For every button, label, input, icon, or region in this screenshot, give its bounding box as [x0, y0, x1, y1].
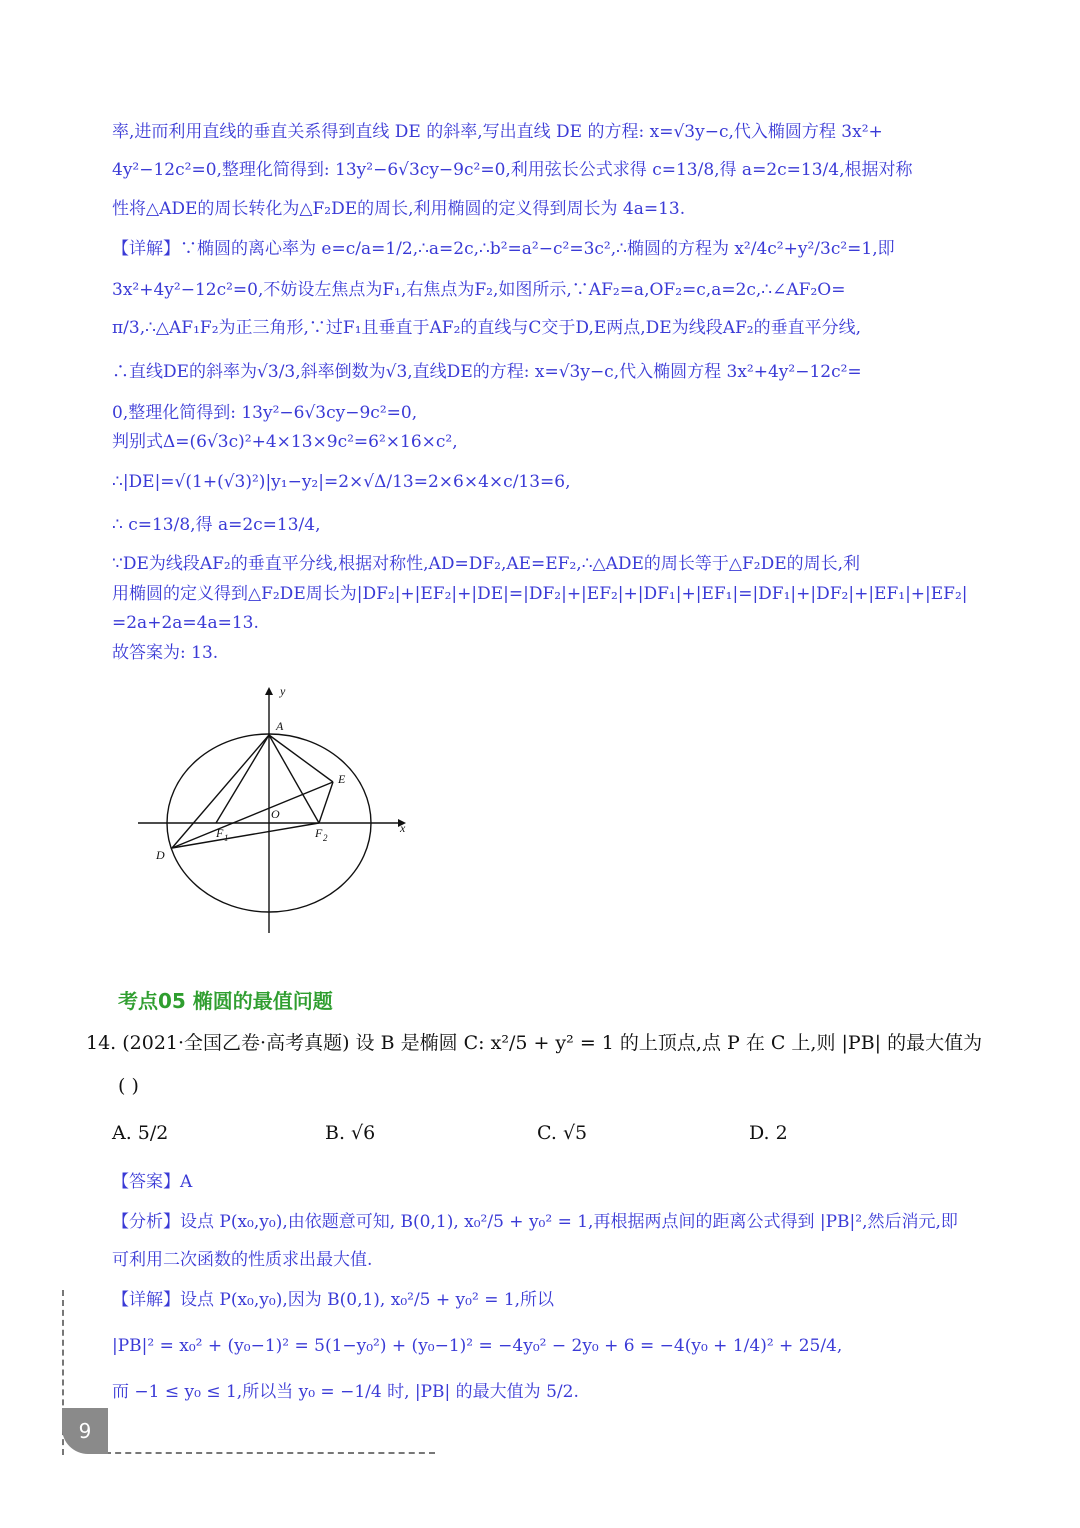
- option-c: C. √5: [537, 1122, 588, 1144]
- solution-line: =2a+2a=4a=13.: [112, 613, 259, 633]
- solution-line: ∴|DE|=√(1+(√3)²)|y₁−y₂|=2×√Δ/13=2×6×4×c/13=6,: [112, 472, 571, 492]
- label-F2-sub: 2: [323, 833, 328, 843]
- answer-line: 【答案】A: [112, 1172, 193, 1192]
- analysis-line: 【分析】设点 P(x₀,y₀),由依题意可知, B(0,1), x₀²/5 + y₀² = 1,再根据两点间的距离公式得到 |PB|²,然后消元,即: [112, 1212, 958, 1232]
- segment-AF1: [216, 735, 269, 823]
- detail-line: 而 −1 ≤ y₀ ≤ 1,所以当 y₀ = −1/4 时, |PB| 的最大值为 5/2.: [112, 1382, 579, 1402]
- solution-line: 4y²−12c²=0,整理化简得到: 13y²−6√3cy−9c²=0,利用弦长公式求得 c=13/8,得 a=2c=13/4,根据对称: [112, 160, 913, 180]
- label-E: E: [338, 772, 346, 786]
- y-axis-arrow: [265, 687, 273, 695]
- solution-line: 用椭圆的定义得到△F₂DE周长为|DF₂|+|EF₂|+|DE|=|DF₂|+|EF₂|+|DF₁|+|EF₁|=|DF₁|+|DF₂|+|EF₁|+|EF₂|: [112, 584, 968, 604]
- solution-line: 性将△ADE的周长转化为△F₂DE的周长,利用椭圆的定义得到周长为 4a=13.: [112, 199, 686, 219]
- solution-line: 【详解】∵椭圆的离心率为 e=c/a=1/2,∴a=2c,∴b²=a²−c²=3c²,∴椭圆的方程为 x²/4c²+y²/3c²=1,即: [112, 239, 895, 259]
- question-text: 14. (2021·全国乙卷·高考真题) 设 B 是椭圆 C: x²/5 + y² = 1 的上顶点,点 P 在 C 上,则 |PB| 的最大值为: [86, 1032, 983, 1054]
- segment-AE: [269, 735, 333, 782]
- segment-EF2: [319, 782, 333, 823]
- page-frame-bottom: [105, 1452, 435, 1454]
- label-y: y: [280, 685, 286, 698]
- label-F1: F: [216, 826, 224, 840]
- solution-line: 率,进而利用直线的垂直关系得到直线 DE 的斜率,写出直线 DE 的方程: x=√3y−c,代入椭圆方程 3x²+: [112, 122, 883, 142]
- label-A: A: [276, 719, 284, 733]
- label-x: x: [400, 821, 406, 835]
- solution-line: π/3,∴△AF₁F₂为正三角形,∵过F₁且垂直于AF₂的直线与C交于D,E两点,DE为线段AF₂的垂直平分线,: [112, 318, 861, 338]
- solution-line: 故答案为: 13.: [112, 643, 219, 663]
- page-number: 9: [62, 1408, 108, 1454]
- segment-DF2: [172, 823, 319, 848]
- detail-line: 【详解】设点 P(x₀,y₀),因为 B(0,1), x₀²/5 + y₀² = 1,所以: [112, 1290, 555, 1310]
- analysis-line: 可利用二次函数的性质求出最大值.: [112, 1250, 373, 1270]
- label-F1-sub: 1: [224, 833, 229, 843]
- solution-line: ∵DE为线段AF₂的垂直平分线,根据对称性,AD=DF₂,AE=EF₂,∴△ADE的周长等于△F₂DE的周长,利: [112, 554, 861, 574]
- solution-line: 3x²+4y²−12c²=0,不妨设左焦点为F₁,右焦点为F₂,如图所示,∵AF₂=a,OF₂=c,a=2c,∴∠AF₂O=: [112, 280, 846, 300]
- segment-DE: [172, 782, 333, 848]
- option-a: A. 5/2: [112, 1122, 169, 1144]
- solution-line: 0,整理化简得到: 13y²−6√3cy−9c²=0,: [112, 403, 418, 423]
- solution-line: ∴ c=13/8,得 a=2c=13/4,: [112, 515, 321, 535]
- option-d: D. 2: [749, 1122, 788, 1144]
- option-b: B. √6: [325, 1122, 376, 1144]
- label-D: D: [156, 848, 165, 862]
- solution-line: ∴直线DE的斜率为√3/3,斜率倒数为√3,直线DE的方程: x=√3y−c,代入椭圆方程 3x²+4y²−12c²=: [112, 362, 862, 382]
- label-O: O: [271, 807, 280, 821]
- detail-line: |PB|² = x₀² + (y₀−1)² = 5(1−y₀²) + (y₀−1)² = −4y₀² − 2y₀ + 6 = −4(y₀ + 1/4)² + 25/4,: [112, 1336, 843, 1356]
- solution-line: 判别式Δ=(6√3c)²+4×13×9c²=6²×16×c²,: [112, 432, 458, 452]
- question-blank: ( ): [118, 1075, 139, 1097]
- label-F2: F: [315, 826, 323, 840]
- section-title: 考点05 椭圆的最值问题: [118, 989, 333, 1013]
- ellipse-diagram: [130, 685, 420, 940]
